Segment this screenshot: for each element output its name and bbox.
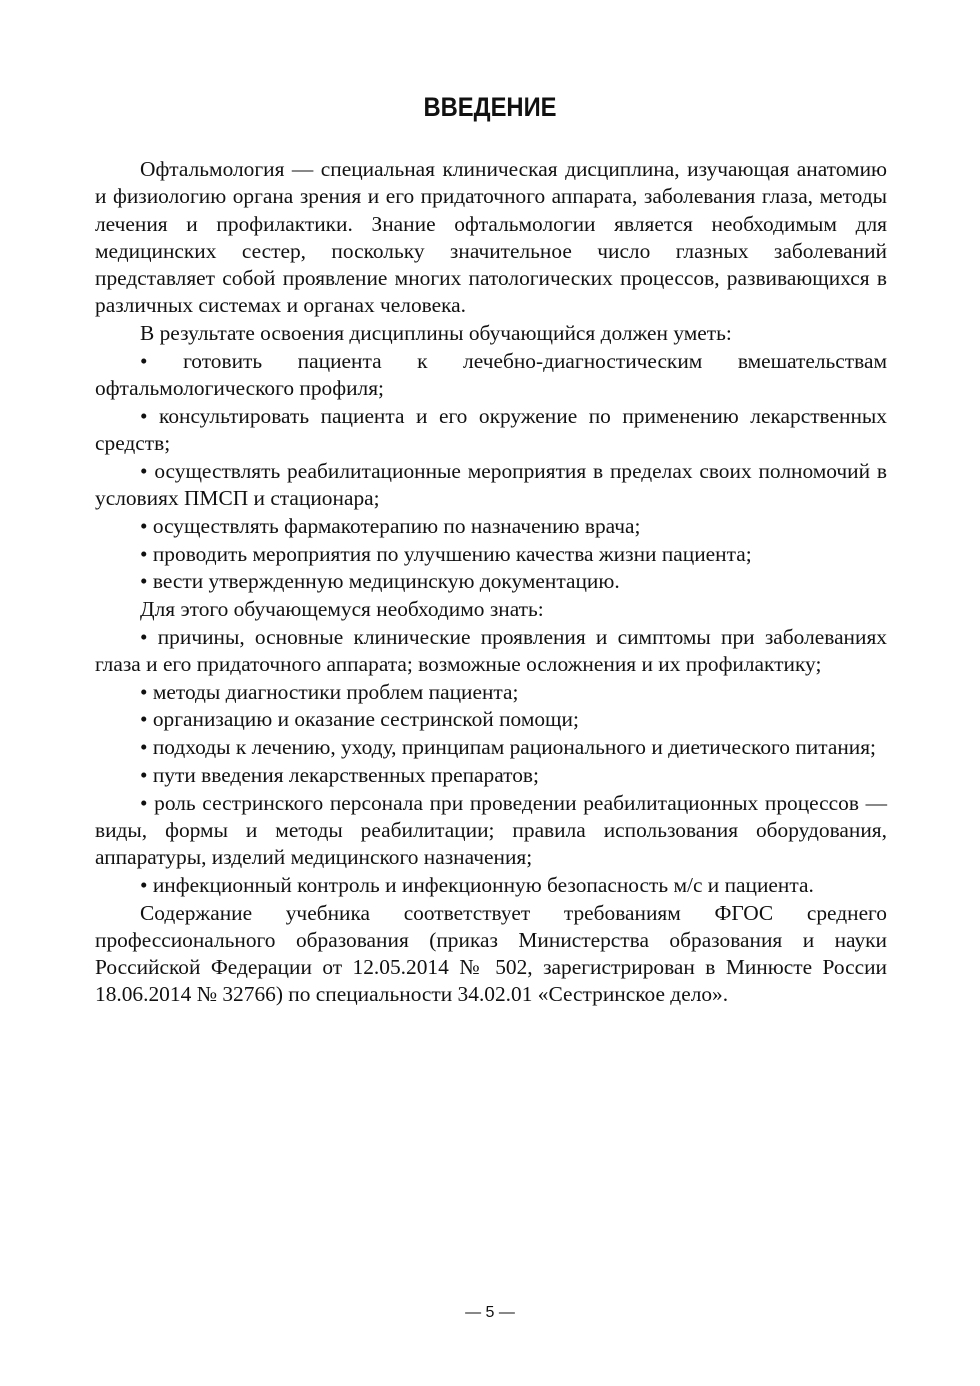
list-item-text: инфекционный контроль и инфекционную безопасность м/с и пациента.	[152, 873, 814, 898]
list-item	[95, 679, 887, 706]
bullet-icon: •	[140, 763, 148, 788]
conclusion-paragraph: Содержание учебника соответствует требованиям ФГОС среднего профессионального образования (приказ Министерства образования и науки Российской Федерации от 12.05.2014 № 502, зарегистрирован в Минюсте России 18.06.2014 № 32766) по специальности 34.02.01 «Сестринское дело».	[95, 900, 887, 1007]
list-item-text: организацию и оказание сестринской помощи;	[152, 707, 579, 732]
list-item-text: готовить пациента к лечебно-диагностическим вмешательствам офтальмологического профиля;	[95, 348, 887, 400]
list-item-text: осуществлять фармакотерапию по назначению врача;	[152, 513, 641, 538]
list-item	[95, 541, 887, 568]
list-item	[95, 762, 887, 789]
list-item-text: роль сестринского персонала при проведении реабилитационных процессов — виды, формы и методы реабилитации; правила использования оборудования, аппаратуры, изделий медицинского назначения;	[95, 790, 887, 870]
list-item	[95, 513, 887, 540]
list-item-text: консультировать пациента и его окружение по применению лекарственных средств;	[95, 403, 887, 455]
bullet-icon: •	[140, 569, 148, 594]
bullet-icon: •	[140, 541, 148, 566]
list-item	[95, 348, 887, 403]
list-item	[95, 790, 887, 872]
bullet-icon: •	[140, 624, 148, 649]
skills-list	[95, 348, 887, 596]
bullet-icon: •	[140, 403, 148, 428]
list-item-text: вести утвержденную медицинскую документацию.	[152, 569, 620, 594]
intro-paragraph: Офтальмология — специальная клиническая дисциплина, изучающая анатомию и физиологию органа зрения и его придаточного аппарата, заболевания глаза, методы лечения и профилактики. Знание офтальмологии является необходимым для медицинских сестер, поскольку значительное число глазных заболеваний представляет собой проявление многих патологических процессов, развивающихся в различных системах и органах человека.	[95, 157, 887, 318]
list-item	[95, 706, 887, 733]
list-item	[95, 624, 887, 679]
skills-lead-paragraph: В результате освоения дисциплины обучающийся должен уметь:	[140, 320, 732, 345]
body-text	[95, 156, 887, 1009]
list-item	[95, 872, 887, 899]
knowledge-list	[95, 624, 887, 900]
bullet-icon: •	[140, 707, 148, 732]
bullet-icon: •	[140, 735, 148, 760]
list-item-text: осуществлять реабилитационные мероприятия в пределах своих полномочий в условиях ПМСП и стационара;	[95, 458, 887, 511]
list-item	[95, 568, 887, 595]
page-title: ВВЕДЕНИЕ	[423, 92, 557, 122]
bullet-icon: •	[140, 873, 148, 898]
bullet-icon: •	[140, 458, 148, 483]
bullet-icon: •	[140, 679, 148, 704]
bullet-icon: •	[140, 348, 148, 373]
bullet-icon: •	[140, 790, 148, 815]
page-number: — 5 —	[465, 1304, 515, 1321]
list-item-text: методы диагностики проблем пациента;	[152, 679, 519, 704]
knowledge-lead-paragraph: Для этого обучающемуся необходимо знать:	[140, 596, 544, 621]
bullet-icon: •	[140, 513, 148, 538]
list-item-text: причины, основные клинические проявления и симптомы при заболеваниях глаза и его придаточного аппарата; возможные осложнения и их профилактику;	[95, 624, 887, 676]
list-item	[95, 403, 887, 458]
list-item	[95, 458, 887, 513]
list-item-text: пути введения лекарственных препаратов;	[152, 763, 539, 788]
list-item	[95, 734, 887, 761]
list-item-text: подходы к лечению, уходу, принципам рационального и диетического питания;	[152, 735, 876, 760]
list-item-text: проводить мероприятия по улучшению качества жизни пациента;	[152, 541, 752, 566]
